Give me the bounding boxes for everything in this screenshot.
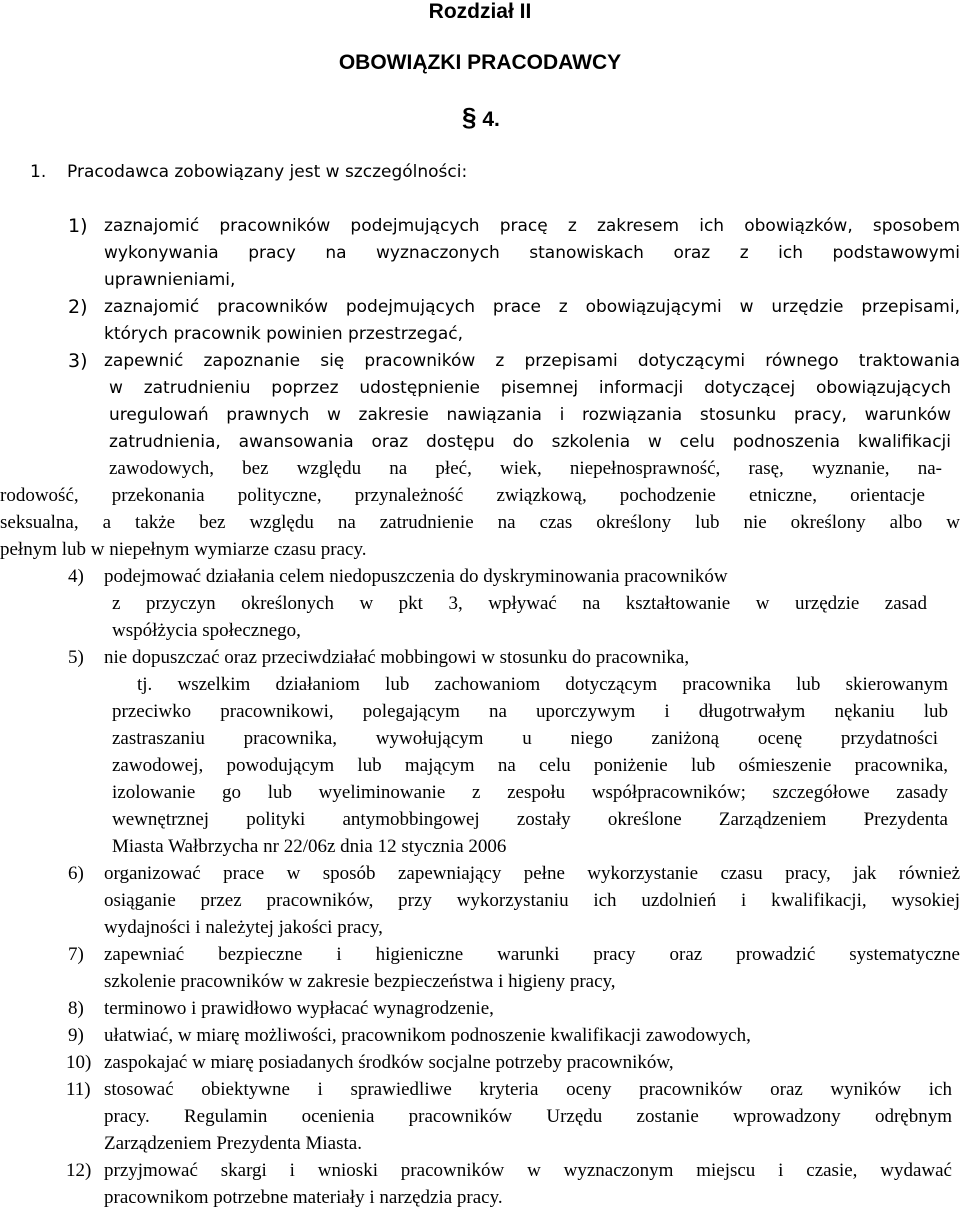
list-item-line: organizować prace w sposób zapewniający pełne wykorzystanie czasu pracy, jak również [104,863,960,884]
list-item-line: osiąganie przez pracowników, przy wykorzystaniu ich uzdolnień i kwalifikacji, wysokiej [104,890,960,911]
list-item-line: Miasta Wałbrzycha nr 22/06z dnia 12 stycznia 2006 [112,836,507,857]
list-item-line: zawodowej, powodującym lub mającym na celu poniżenie lub ośmieszenie pracownika, [112,755,948,776]
list-item-line: zastraszaniu pracownika, wywołującym u niego zaniżoną ocenę przydatności [112,728,938,749]
item-number: 10) [66,1052,92,1073]
list-item-line: współżycia społecznego, [112,620,301,641]
list-item-line: stosować obiektywne i sprawiedliwe kryteria oceny pracowników oraz wyników ich [104,1079,952,1100]
section-number-value: 4. [482,108,500,131]
item-number: 6) [68,863,84,884]
list-item-line: rodowość, przekonania polityczne, przynależność związkową, pochodzenie etniczne, orientacje [0,485,925,506]
list-item-line: izolowanie go lub wyeliminowanie z zespołu współpracowników; szczegółowe zasady [112,782,948,803]
item-number: 4) [68,566,84,587]
page-title: OBOWIĄZKI PRACODAWCY [338,51,622,74]
list-item-line: tj. wszelkim działaniom lub zachowaniom dotyczącym pracownika lub skierowanym [137,674,948,695]
section-number [0,104,500,133]
list-item-line: zapewniać bezpieczne i higieniczne warunki pracy oraz prowadzić systematyczne [104,944,960,965]
list-item-line: seksualna, a także bez względu na zatrudnienie na czas określony lub nie określony albo w [0,512,960,533]
section-symbol: § [462,102,477,132]
list-item-line: zaznajomić pracowników podejmujących pracę z zakresem ich obowiązków, sposobem [104,216,960,236]
list-item-line: zawodowych, bez względu na płeć, wiek, niepełnosprawność, rasę, wyznanie, na- [109,458,942,479]
list-item-line: uregulowań prawnych w zakresie nawiązania i rozwiązania stosunku pracy, warunków [109,405,951,425]
list-item-line: szkolenie pracowników w zakresie bezpieczeństwa i higieny pracy, [104,971,616,992]
list-item-line: w zatrudnieniu poprzez udostępnienie pisemnej informacji dotyczącej obowiązujących [109,378,951,398]
list-item-line: wykonywania pracy na wyznaczonych stanowiskach oraz z ich podstawowymi [104,243,960,263]
item-number: 9) [68,1025,84,1046]
list-item-line: zapewnić zapoznanie się pracowników z przepisami dotyczącymi równego traktowania [104,351,960,371]
list-item-line: przeciwko pracownikowi, polegającym na uporczywym i długotrwałym nękaniu lub [112,701,948,722]
list-item-line: uprawnieniami, [104,270,236,290]
item-number: 11) [66,1079,91,1100]
paragraph-intro: Pracodawca zobowiązany jest w szczególności: [67,162,468,182]
item-number: 12) [66,1160,92,1181]
list-item-line: nie dopuszczać oraz przeciwdziałać mobbingowi w stosunku do pracownika, [104,647,690,668]
item-number: 5) [68,647,84,668]
list-item-line: wewnętrznej polityki antymobbingowej zostały określone Zarządzeniem Prezydenta [112,809,948,830]
list-item-line: pracy. Regulamin ocenienia pracowników Urzędu zostanie wprowadzony odrębnym [104,1106,952,1127]
list-item-line: zaznajomić pracowników podejmujących prace z obowiązującymi w urzędzie przepisami, [104,297,960,317]
list-item-line: których pracownik powinien przestrzegać, [104,324,464,344]
list-item-line: terminowo i prawidłowo wypłacać wynagrodzenie, [104,998,494,1019]
list-item-line: z przyczyn określonych w pkt 3, wpływać na kształtowanie w urzędzie zasad [112,593,927,614]
list-item-line: pełnym lub w niepełnym wymiarze czasu pracy. [0,539,367,560]
item-number: 7) [68,944,84,965]
list-item-line: Zarządzeniem Prezydenta Miasta. [104,1133,362,1154]
item-number: 2) [68,296,88,318]
paragraph-number: 1. [30,162,47,182]
list-item-line: podejmować działania celem niedopuszczenia do dyskryminowania pracowników [104,566,728,587]
item-number: 8) [68,998,84,1019]
list-item-line: zatrudnienia, awansowania oraz dostępu do szkolenia w celu podnoszenia kwalifikacji [109,432,951,452]
list-item-line: pracownikom potrzebne materiały i narzędzia pracy. [104,1187,503,1208]
list-item-line: przyjmować skargi i wnioski pracowników w wyznaczonym miejscu i czasie, wydawać [104,1160,952,1181]
list-item-line: zaspokajać w miarę posiadanych środków socjalne potrzeby pracowników, [104,1052,674,1073]
item-number: 1) [68,215,88,237]
list-item-line: wydajności i należytej jakości pracy, [104,917,383,938]
item-number: 3) [68,350,88,372]
chapter-label: Rozdział II [428,0,532,23]
list-item-line: ułatwiać, w miarę możliwości, pracownikom podnoszenie kwalifikacji zawodowych, [104,1025,751,1046]
